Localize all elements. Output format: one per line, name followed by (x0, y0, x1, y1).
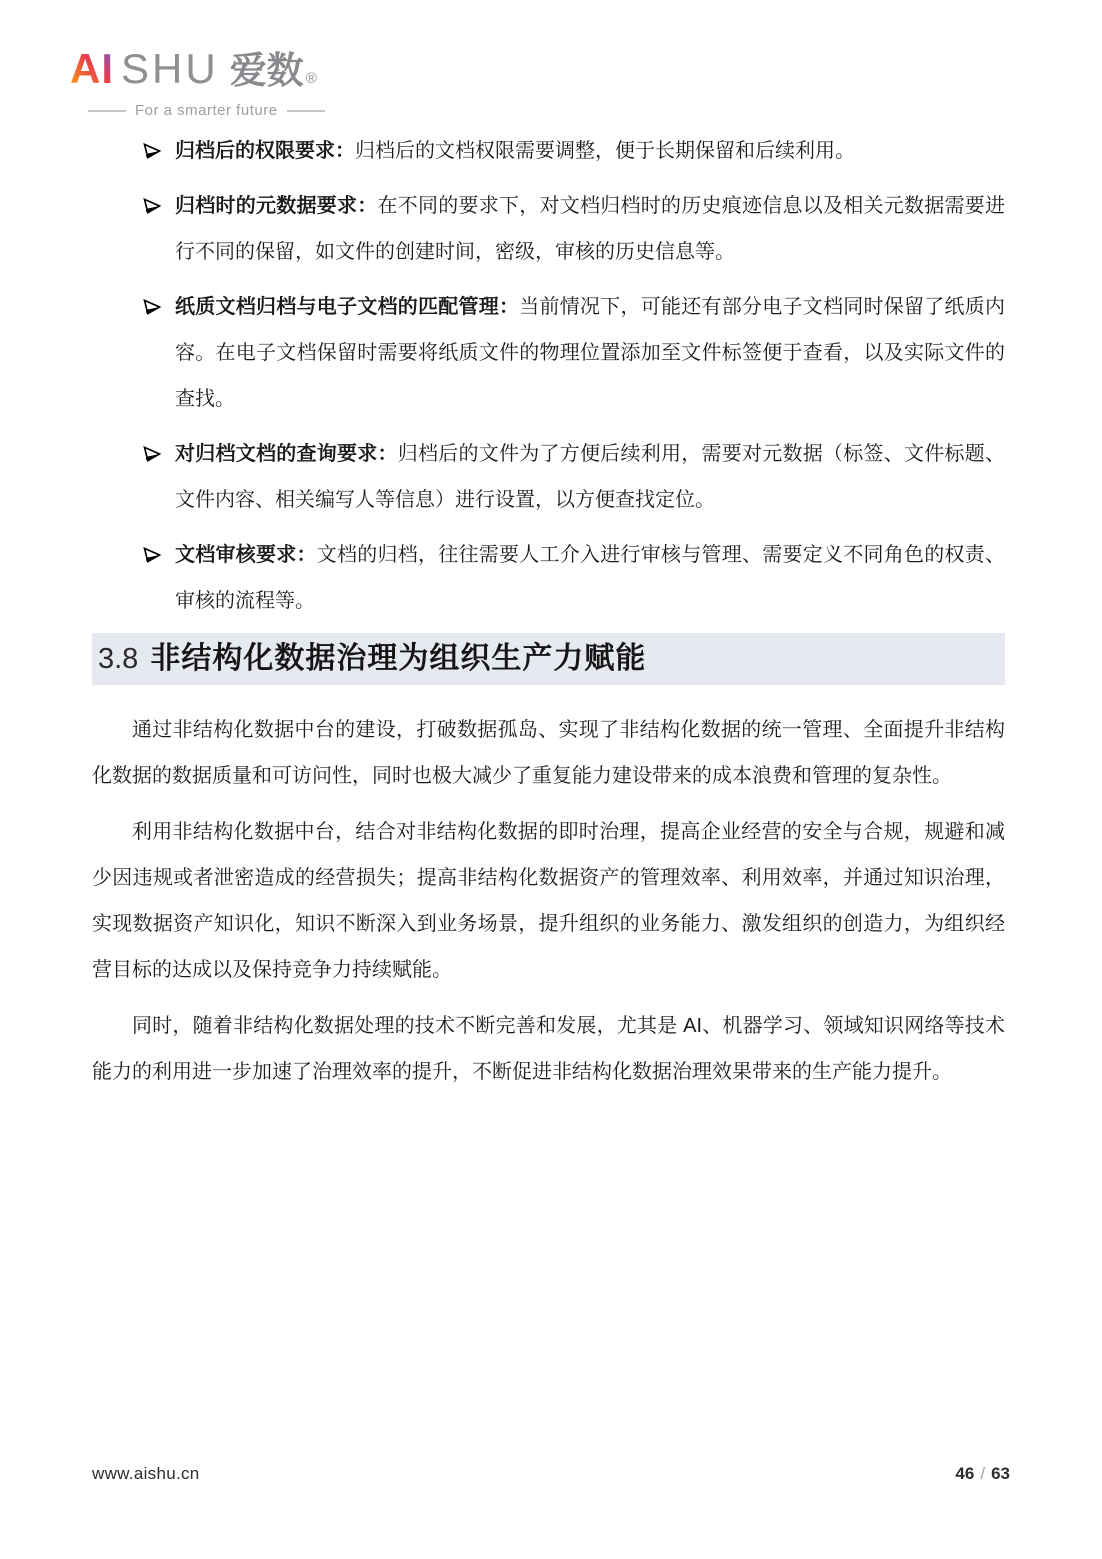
tagline-rule (287, 110, 325, 112)
aishu-logo (70, 40, 325, 94)
bullet-label: 对归档文档的查询要求： (175, 443, 398, 465)
bullet-text: 当前情况下，可能还有部分电子文档同时保留了纸质内容。在电子文档保留时需要将纸质文件的物理位置添加至文件标签便于查看，以及实际文件的查找。 (175, 296, 1005, 410)
section-title: 非结构化数据治理为组织生产力赋能 (150, 642, 647, 675)
bullet-label: 归档时的元数据要求： (175, 195, 378, 217)
body-paragraphs (92, 707, 1005, 1095)
paragraph: 同时，随着非结构化数据处理的技术不断完善和发展，尤其是 AI、机器学习、领域知识网络等技术能力的利用进一步加速了治理效率的提升，不断促进非结构化数据治理效果带来的生产能力提升。 (92, 1015, 1005, 1083)
logo-shu-text: SHU (121, 45, 219, 92)
footer-website-url: www.aishu.cn (92, 1464, 200, 1483)
registered-trademark-icon: ® (305, 70, 317, 87)
bullet-label: 文档审核要求： (175, 544, 317, 566)
tagline-rule (88, 110, 126, 112)
bullet-text: 归档后的文档权限需要调整，便于长期保留和后续利用。 (355, 140, 855, 162)
bullet-item-archive-query (92, 431, 1005, 523)
bullet-text: 文档的归档，往往需要人工介入进行审核与管理、需要定义不同角色的权责、审核的流程等。 (175, 544, 1005, 612)
bullet-label: 归档后的权限要求： (175, 140, 355, 162)
bullet-item-paper-electronic-match (92, 284, 1005, 422)
header (70, 40, 325, 119)
tagline-text: For a smarter future (135, 102, 278, 119)
page-number-separator: / (980, 1464, 986, 1483)
page-number-total: 63 (991, 1464, 1010, 1483)
page-number (955, 1464, 1010, 1484)
section-number: 3.8 (98, 643, 139, 675)
bullet-arrow-icon (142, 297, 162, 317)
page-content (92, 128, 1005, 1095)
section-heading-3-8 (92, 633, 1005, 685)
bullet-arrow-icon (142, 196, 162, 216)
page-footer (92, 1464, 1010, 1484)
bullet-item-archive-metadata (92, 183, 1005, 275)
bullet-text: 在不同的要求下，对文档归档时的历史痕迹信息以及相关元数据需要进行不同的保留，如文件的创建时间，密级，审核的历史信息等。 (175, 195, 1005, 263)
bullet-text: 归档后的文件为了方便后续利用，需要对元数据（标签、文件标题、文件内容、相关编写人等信息）进行设置，以方便查找定位。 (175, 443, 1005, 511)
page-number-current: 46 (955, 1464, 975, 1483)
bullet-item-archive-permission (92, 128, 1005, 174)
bullet-list (92, 128, 1005, 624)
bullet-arrow-icon (142, 444, 162, 464)
bullet-arrow-icon (142, 141, 162, 161)
bullet-label: 纸质文档归档与电子文档的匹配管理： (175, 296, 520, 318)
logo-ai-text: AI (70, 45, 114, 92)
logo-chinese-text: 爱数 (229, 50, 304, 91)
paragraph: 利用非结构化数据中台，结合对非结构化数据的即时治理，提高企业经营的安全与合规，规避和减少因违规或者泄密造成的经营损失；提高非结构化数据资产的管理效率、利用效率，并通过知识治理，实现数据资产知识化，知识不断深入到业务场景，提升组织的业务能力、激发组织的创造力，为组织经营目标的达成以及保持竞争力持续赋能。 (92, 821, 1005, 981)
logo-tagline (88, 102, 325, 119)
bullet-item-document-review (92, 532, 1005, 624)
paragraph: 通过非结构化数据中台的建设，打破数据孤岛、实现了非结构化数据的统一管理、全面提升非结构化数据的数据质量和可访问性，同时也极大减少了重复能力建设带来的成本浪费和管理的复杂性。 (92, 719, 1005, 787)
bullet-arrow-icon (142, 545, 162, 565)
